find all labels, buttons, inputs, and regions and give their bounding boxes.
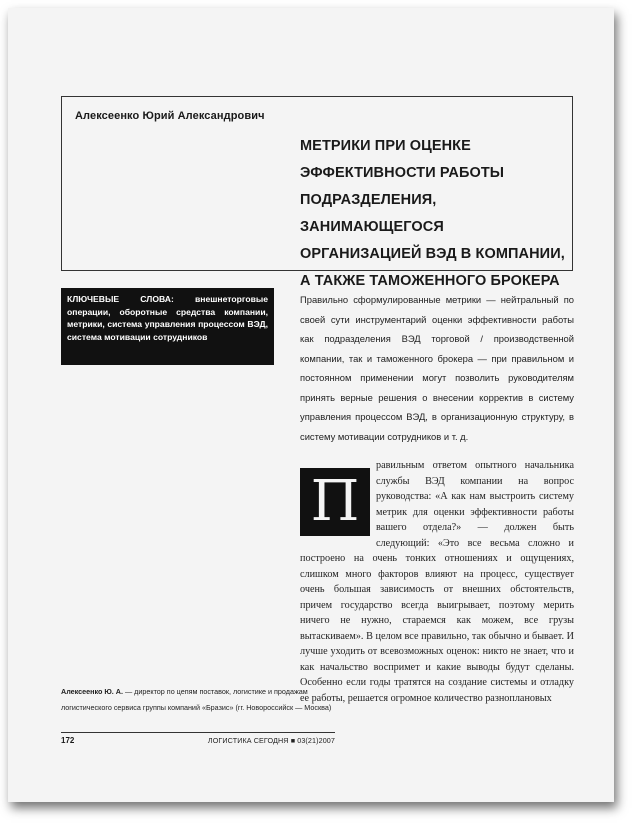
footer-rule xyxy=(61,732,335,733)
body-paragraph: равильным ответом опытного начальника службы ВЭД компании на вопрос руководства: «А как нам выстроить систему метрик для оценки эффективности работы вашего отдела?» — должен быть следующий: «Это все весьма сложно и построено на очень тонких отношениях и ощущениях, слишком много факторов влияют на процесс, существует очень большая зависимость от внешних обстоятельств, причем государство всегда выигрывает, поэтому мерить ничего не нужно, стараемся как можем, все грузы вытаскиваем». В целом все правильно, так обычно и бывает. И лучше уходить от всевозможных оценок: никто не знает, что и как начальство воспримет и какие выводы будут сделаны. Особенно если годы тратятся на создание системы и отладку ее работы, решается огромное количество разноплановых xyxy=(300,460,574,704)
title-line: ЭФФЕКТИВНОСТИ РАБОТЫ xyxy=(300,165,505,181)
journal-issue: ЛОГИСТИКА СЕГОДНЯ ■ 03(21)2007 xyxy=(207,736,335,745)
footnote-name: Алексеенко Ю. А. xyxy=(61,687,123,696)
author-name: Алексеенко Юрий Александрович xyxy=(75,110,265,122)
title-line: ПОДРАЗДЕЛЕНИЯ, ЗАНИМАЮЩЕГОСЯ xyxy=(300,192,444,235)
author-footnote xyxy=(61,684,335,715)
dropcap-letter: П xyxy=(300,468,370,536)
page-number: 172 xyxy=(61,736,75,745)
keywords-box: КЛЮЧЕВЫЕ СЛОВА: внешнеторговые операции, оборотные средства компании, метрики, система управления процессом ВЭД, система мотивации сотрудников xyxy=(61,288,274,365)
article-title xyxy=(300,133,568,295)
title-line: ОРГАНИЗАЦИЕЙ ВЭД В КОМПАНИИ, xyxy=(300,246,565,262)
abstract: Правильно сформулированные метрики — нейтральный по своей сути инструментарий оценки эффективности работы как подразделения ВЭД торговой / производственной компании, так и таможенного брокера — при правильном и постоянном применении могут позволить руководителям принять верные решения о внесении корректив в систему управления процессом ВЭД, в организационную структуру, в систему мотивации сотрудников и т. д. xyxy=(300,294,574,442)
title-line: МЕТРИКИ ПРИ ОЦЕНКЕ xyxy=(300,138,471,154)
footnote-text: — директор по цепям поставок, логистике и продажам логистического сервиса группы компаний «Бразис» (гг. Новороссийск — Москва) xyxy=(61,687,332,712)
title-line: А ТАКЖЕ ТАМОЖЕННОГО БРОКЕРА xyxy=(300,273,560,289)
